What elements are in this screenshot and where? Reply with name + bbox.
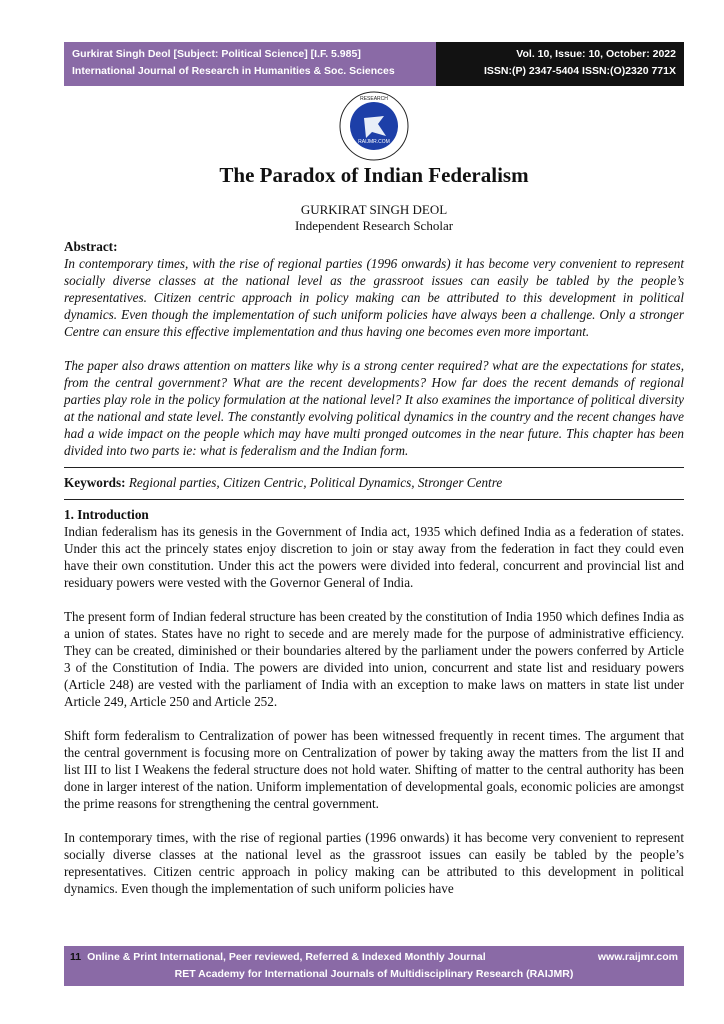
header-journal-name: International Journal of Research in Humanities & Soc. Sciences <box>72 65 395 77</box>
header-volume-issue: Vol. 10, Issue: 10, October: 2022 <box>516 48 676 60</box>
introduction-paragraph-3: Shift form federalism to Centralization of power has been witnessed frequently in recent times. The argument that the central government is focusing more on Centralization of power by taking away the matters from the list II and list III to list I Weakens the federal structure does not hold water. Shifting of matter to the central authority has been done in larger interest of the nation. Uniform implementation of developmental goals, economic policies are amongst the prime reasons for strengthening the central government. <box>64 728 684 811</box>
keywords-label: Keywords: <box>64 475 126 490</box>
author-affiliation: Independent Research Scholar <box>294 218 454 233</box>
header-author-subject: Gurkirat Singh Deol [Subject: Political Science] [I.F. 5.985] <box>72 48 361 60</box>
journal-logo <box>338 90 410 162</box>
divider-bottom <box>64 499 684 500</box>
paper-title: The Paradox of Indian Federalism <box>219 163 529 187</box>
header-left-banner <box>64 42 436 86</box>
footer-website-link[interactable]: www.raijmr.com <box>597 951 678 963</box>
introduction-paragraph-4: In contemporary times, with the rise of regional parties (1996 onwards) it has become very convenient to represent socially diverse classes at the national level as the grassroot issues can easily be tabled by the people’s representatives. Citizen centric approach in policy making can be attributed to this development in political dynamics. Even though the implementation of such uniform policies have <box>64 830 684 896</box>
footer-journal-description: Online & Print International, Peer reviewed, Referred & Indexed Monthly Journal <box>87 951 486 963</box>
abstract-heading: Abstract: <box>64 239 118 254</box>
header-right-banner <box>436 42 684 86</box>
footer-publisher: RET Academy for International Journals of Multidisciplinary Research (RAIJMR) <box>174 968 574 980</box>
author-block <box>64 202 684 234</box>
logo-top-text: RESEARCH <box>360 96 388 102</box>
keywords-line <box>64 474 684 491</box>
footer-banner <box>64 946 684 986</box>
introduction-heading: 1. Introduction <box>64 507 149 522</box>
page-number: 11 <box>70 951 82 963</box>
divider-top <box>64 467 684 468</box>
paper-body <box>64 238 684 897</box>
header-issn: ISSN:(P) 2347-5404 ISSN:(O)2320 771X <box>483 65 676 77</box>
logo-center-text: RAIJMR.COM <box>358 139 390 145</box>
introduction-paragraph-2: The present form of Indian federal structure has been created by the constitution of India 1950 which defines India as a union of states. States have no right to secede and are merely made for the purpose of administrative efficiency. They can be created, diminished or their boundaries altered by the parliament under the powers conferred by Article 3 of the Constitution of India. The powers are divided into union, concurrent and state list and residuary powers (Article 248) are vested with the parliament of India with an exception to make laws on matters in state list under Article 249, Article 250 and Article 252. <box>64 609 684 709</box>
abstract-paragraph-1: In contemporary times, with the rise of regional parties (1996 onwards) it has become very convenient to represent socially diverse classes at the national level as the grassroot issues can easily be tabled by the people’s representatives. Citizen centric approach in policy making can be attributed to this development in political dynamics. Even though the implementation of such uniform policies have always been a challenge. Only a stronger Centre can ensure this effective implementation and thus having one becomes even more important. <box>64 256 684 339</box>
author-name: GURKIRAT SINGH DEOL <box>300 202 448 217</box>
keywords-text: Regional parties, Citizen Centric, Political Dynamics, Stronger Centre <box>128 475 503 490</box>
introduction-paragraph-1: Indian federalism has its genesis in the Government of India act, 1935 which defined India as a federation of states. Under this act the princely states enjoy discretion to join or stay away from the federation in fact they could even have their own constitution. Under this act the powers were divided into federal, concurrent and provincial list and residuary powers were vested with the Governor General of India. <box>64 524 684 590</box>
abstract-paragraph-2: The paper also draws attention on matters like why is a strong center required? what are the expectations for states, from the central government? What are the recent developments? How far does the recent demands of regional parties play role in the policy formulation at the national level? It also examines the importance of political diversity at the national and state level. The constantly evolving political dynamics in the country and the recent changes have had a wide impact on the people which may have multi pronged outcomes in the near future. This chapter has been divided into two parts ie: what is federalism and the Indian form. <box>64 358 684 458</box>
